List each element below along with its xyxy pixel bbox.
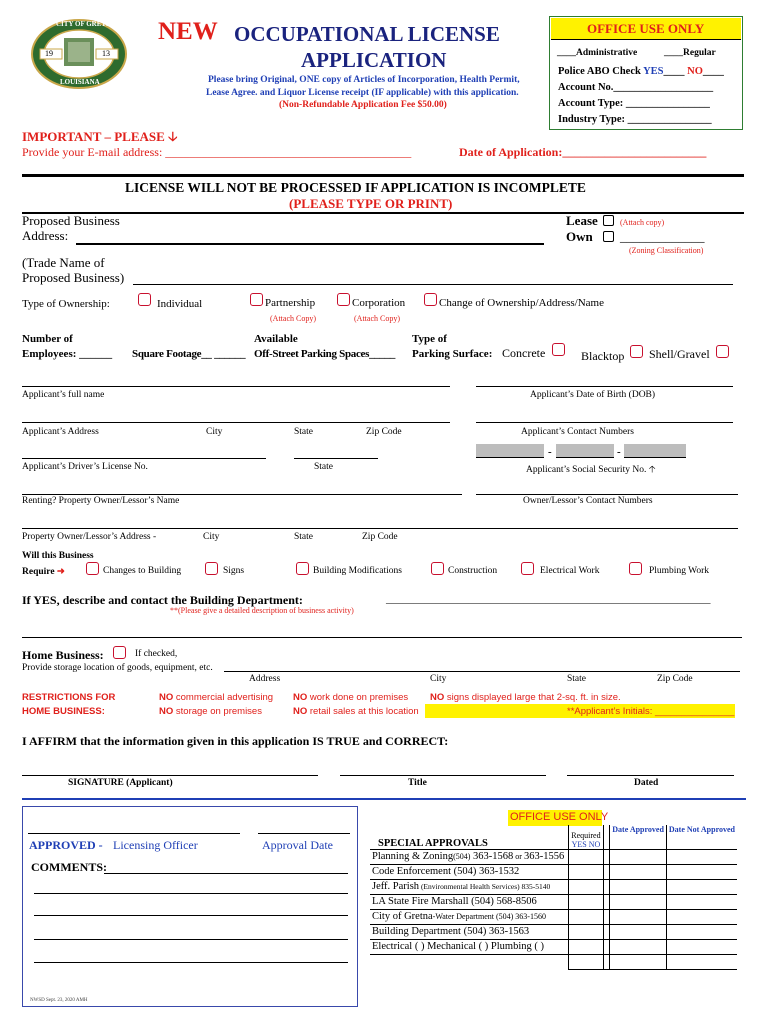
lessor-name-label: Renting? Property Owner/Lessor’s Name xyxy=(22,496,180,506)
building-mods-label: Building Modifications xyxy=(313,566,402,576)
construction-label: Construction xyxy=(448,566,498,576)
applicant-dob-line[interactable] xyxy=(476,386,733,387)
office-use-title-top: OFFICE USE ONLY xyxy=(587,21,705,36)
restriction-signs: NO signs displayed large that 2-sq. ft. in size. xyxy=(430,692,621,703)
signature-line[interactable] xyxy=(22,775,318,776)
employees-field[interactable]: Employees: ______ xyxy=(22,348,113,360)
will-business-label2: Require ➜ xyxy=(22,567,65,577)
instructions-line2: Lease Agree. and Liquor License receipt (IF applicable) with this application. xyxy=(206,88,519,98)
ssn-dash-1: - xyxy=(548,446,552,458)
lease-attach-copy: (Attach copy) xyxy=(620,218,665,227)
plumbing-checkbox[interactable] xyxy=(629,562,642,575)
industry-type-field: Industry Type: ________________ xyxy=(558,114,712,125)
parking-spaces-field[interactable]: Off-Street Parking Spaces_____ xyxy=(254,348,396,360)
lessor-address-line[interactable] xyxy=(22,528,738,529)
signature-label: SIGNATURE (Applicant) xyxy=(68,778,173,788)
footer-note: NWSD Sept. 23, 2020 AMH xyxy=(30,998,88,1003)
restriction-retail: NO retail sales at this location xyxy=(293,706,419,717)
storage-line[interactable] xyxy=(224,671,740,672)
trade-name-label1: (Trade Name of xyxy=(22,255,105,270)
lessor-name-line[interactable] xyxy=(22,494,462,495)
proposed-business-label: Proposed Business xyxy=(22,213,120,228)
dated-line[interactable] xyxy=(567,775,734,776)
partnership-label: Partnership xyxy=(265,297,316,309)
ssn-box-3[interactable] xyxy=(624,444,686,458)
concrete-checkbox[interactable] xyxy=(552,343,565,356)
corporation-label: Corporation xyxy=(352,297,406,309)
employees-label1: Number of xyxy=(22,333,73,345)
logo-right-year: 13 xyxy=(102,49,110,58)
licensing-officer-label: Licensing Officer xyxy=(113,838,198,852)
affirm-statement: I AFFIRM that the information given in this application IS TRUE and CORRECT: xyxy=(22,734,449,748)
applicant-address-label: Applicant’s Address xyxy=(22,427,99,437)
special-approvals-table xyxy=(370,825,737,970)
table-row: LA State Fire Marshall (504) 568-8506 xyxy=(370,894,737,909)
lease-label: Lease xyxy=(566,213,598,228)
table-row xyxy=(370,954,737,969)
date-of-application[interactable]: Date of Application:________________________ xyxy=(459,145,707,159)
arrow-down-icon: 🡣 xyxy=(168,129,178,144)
if-yes-field[interactable]: ___________________________________________________________ xyxy=(386,593,711,605)
electrical-label: Electrical Work xyxy=(540,566,600,576)
blacktop-checkbox[interactable] xyxy=(630,345,643,358)
arrow-up-icon: 🡡 xyxy=(648,465,656,475)
if-yes-label: If YES, describe and contact the Building Department: xyxy=(22,593,303,607)
individual-label: Individual xyxy=(157,298,203,310)
change-ownership-checkbox[interactable] xyxy=(424,293,437,306)
title-line2: APPLICATION xyxy=(301,48,447,72)
concrete-label: Concrete xyxy=(502,346,546,360)
contact-numbers-label: Applicant’s Contact Numbers xyxy=(521,427,634,437)
date-not-approved-header: Date Not Approved xyxy=(666,825,737,849)
surface-label1: Type of xyxy=(412,333,447,345)
table-row: Building Department (504) 363-1563 xyxy=(370,924,737,939)
title-label: Title xyxy=(408,778,427,788)
home-business-checkbox[interactable] xyxy=(113,646,126,659)
construction-checkbox[interactable] xyxy=(431,562,444,575)
own-label: Own xyxy=(566,229,593,244)
applicant-address-line[interactable] xyxy=(22,422,450,423)
trade-name-label2: Proposed Business) xyxy=(22,270,125,285)
table-row: City of Gretna-Water Department (504) 363-1560 xyxy=(370,909,737,924)
date-approved-header: Date Approved xyxy=(610,825,667,849)
lessor-contact-line[interactable] xyxy=(476,494,738,495)
account-no-field: Account No.___________________ xyxy=(558,82,714,93)
if-yes-note: **(Please give a detailed description of business activity) xyxy=(170,606,354,615)
changes-building-checkbox[interactable] xyxy=(86,562,99,575)
drivers-license-label: Applicant’s Driver’s License No. xyxy=(22,462,148,472)
storage-city-label: City xyxy=(430,674,447,684)
applicant-dob-label: Applicant’s Date of Birth (DOB) xyxy=(530,390,656,400)
required-header: Required YES NO xyxy=(569,825,604,849)
lessor-state-label: State xyxy=(294,532,313,542)
corporation-attach-copy: (Attach Copy) xyxy=(354,314,400,323)
storage-state-label: State xyxy=(567,674,586,684)
signs-label: Signs xyxy=(223,566,245,576)
signs-checkbox[interactable] xyxy=(205,562,218,575)
city-seal-logo xyxy=(30,18,128,90)
blacktop-label: Blacktop xyxy=(581,349,625,363)
office-use-title-bottom: OFFICE USE ONLY xyxy=(510,811,609,823)
contact-numbers-line[interactable] xyxy=(476,422,733,423)
comments-line-5[interactable] xyxy=(34,962,348,963)
important-label: IMPORTANT – PLEASE 🡣 xyxy=(22,129,178,144)
comments-line-2[interactable] xyxy=(34,893,348,894)
administrative-field: ____Administrative xyxy=(557,48,638,58)
table-row: Electrical ( ) Mechanical ( ) Plumbing ( ) xyxy=(370,939,737,954)
storage-label: Provide storage location of goods, equipment, etc. xyxy=(22,663,213,673)
applicant-zip-label: Zip Code xyxy=(366,427,402,437)
electrical-checkbox[interactable] xyxy=(521,562,534,575)
licensing-officer-line[interactable] xyxy=(28,833,240,834)
logo-top-text: CITY OF GRETNA xyxy=(56,20,117,28)
restrictions-label2: HOME BUSINESS: xyxy=(22,706,105,717)
approval-date-label: Approval Date xyxy=(262,838,333,852)
special-approvals-header: SPECIAL APPROVALS xyxy=(370,825,569,849)
title-line[interactable] xyxy=(340,775,546,776)
logo-bottom-text: LOUISIANA xyxy=(60,78,100,86)
restriction-advertising: NO commercial advertising xyxy=(159,692,274,703)
comments-line-4[interactable] xyxy=(34,939,348,940)
corporation-checkbox[interactable] xyxy=(337,293,350,306)
divider-thin xyxy=(22,212,744,214)
zoning-field[interactable]: _____________ xyxy=(620,229,705,244)
logo-left-year: 19 xyxy=(45,49,53,58)
address-label: Address: xyxy=(22,228,69,243)
comments-line-1[interactable] xyxy=(104,873,348,874)
ssn-box-1[interactable] xyxy=(476,444,544,458)
new-label: NEW xyxy=(158,18,218,45)
lessor-zip-label: Zip Code xyxy=(362,532,398,542)
own-checkbox[interactable] xyxy=(603,231,614,242)
ssn-box-2[interactable] xyxy=(556,444,614,458)
fee-note: (Non-Refundable Application Fee $50.00) xyxy=(279,100,447,110)
parking-label1: Available xyxy=(254,333,298,345)
plumbing-label: Plumbing Work xyxy=(649,566,710,576)
incomplete-banner: LICENSE WILL NOT BE PROCESSED IF APPLICATION IS INCOMPLETE xyxy=(125,180,586,195)
partnership-attach-copy: (Attach Copy) xyxy=(270,314,316,323)
building-mods-checkbox[interactable] xyxy=(296,562,309,575)
changes-building-label: Changes to Building xyxy=(103,566,182,576)
surface-label2: Parking Surface: xyxy=(412,348,493,360)
type-or-print: (PLEASE TYPE OR PRINT) xyxy=(289,196,453,211)
will-business-label1: Will this Business xyxy=(22,551,94,561)
regular-field: ____Regular xyxy=(664,48,716,58)
trade-name-line[interactable] xyxy=(133,284,733,285)
dl-state-label: State xyxy=(314,462,333,472)
partnership-checkbox[interactable] xyxy=(250,293,263,306)
table-row: Jeff. Parish (Environmental Health Services) 835-5140 xyxy=(370,879,737,894)
change-ownership-label: Change of Ownership/Address/Name xyxy=(439,297,604,309)
ownership-label: Type of Ownership: xyxy=(22,298,110,310)
storage-zip-label: Zip Code xyxy=(657,674,693,684)
square-footage-field[interactable]: Square Footage__ ______ xyxy=(132,348,246,360)
applicant-initials-field[interactable]: **Applicant’s Initials: _______________ xyxy=(567,706,735,717)
title-line1: OCCUPATIONAL LICENSE xyxy=(234,22,500,46)
if-checked-label: If checked, xyxy=(135,649,178,659)
applicant-state-label: State xyxy=(294,427,313,437)
arrow-right-icon: ➜ xyxy=(56,567,65,577)
restriction-storage: NO storage on premises xyxy=(159,706,262,717)
table-row: Planning & Zoning(504) 363-1568 or 363-1556 xyxy=(370,849,737,864)
table-row: Code Enforcement (504) 363-1532 xyxy=(370,864,737,879)
zoning-classification-label: (Zoning Classification) xyxy=(629,246,704,255)
email-field[interactable]: Provide your E-mail address: _________________________________________ xyxy=(22,145,412,159)
dl-state-line[interactable] xyxy=(294,458,378,459)
police-abo-check: Police ABO Check YES____ NO____ xyxy=(558,66,724,77)
shell-gravel-checkbox[interactable] xyxy=(716,345,729,358)
instructions-line1: Please bring Original, ONE copy of Articles of Incorporation, Health Permit, xyxy=(208,75,520,85)
storage-address-label: Address xyxy=(249,674,281,684)
approval-box xyxy=(22,806,358,1007)
home-business-label: Home Business: xyxy=(22,648,104,662)
lease-checkbox[interactable] xyxy=(603,215,614,226)
restrictions-label1: RESTRICTIONS FOR xyxy=(22,692,116,703)
description-line[interactable] xyxy=(22,637,742,638)
drivers-license-line[interactable] xyxy=(22,458,266,459)
account-type-field: Account Type: ________________ xyxy=(558,98,710,109)
applicant-name-label: Applicant’s full name xyxy=(22,390,105,400)
comments-line-3[interactable] xyxy=(34,915,348,916)
applicant-name-line[interactable] xyxy=(22,386,450,387)
restriction-work: NO work done on premises xyxy=(293,692,409,703)
lessor-contact-label: Owner/Lessor’s Contact Numbers xyxy=(523,496,653,506)
divider-blue xyxy=(22,798,746,800)
address-line[interactable] xyxy=(76,243,544,245)
approval-date-line[interactable] xyxy=(258,833,350,834)
lessor-city-label: City xyxy=(203,532,220,542)
applicant-city-label: City xyxy=(206,427,223,437)
ssn-dash-2: - xyxy=(617,446,621,458)
comments-label: COMMENTS: xyxy=(31,860,107,874)
shell-gravel-label: Shell/Gravel xyxy=(649,347,710,361)
divider-thick xyxy=(22,174,744,177)
approved-label: APPROVED - xyxy=(29,838,103,852)
ssn-label: Applicant’s Social Security No. 🡡 xyxy=(526,465,656,475)
individual-checkbox[interactable] xyxy=(138,293,151,306)
dated-label: Dated xyxy=(634,778,659,788)
lessor-address-label: Property Owner/Lessor’s Address - xyxy=(22,532,157,542)
